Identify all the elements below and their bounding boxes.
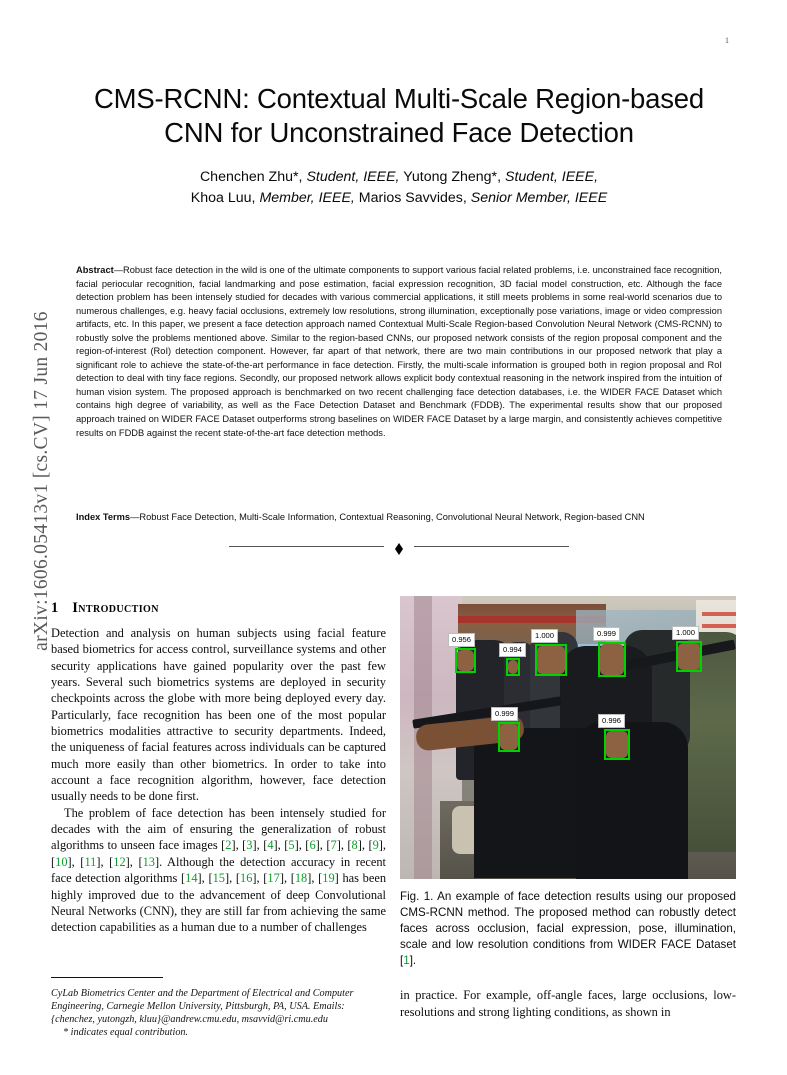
- abstract: [76, 264, 722, 440]
- separator-rule-right: [414, 546, 569, 547]
- citation-link-17[interactable]: 17: [267, 871, 280, 886]
- person-crouching-center: [576, 722, 688, 879]
- arxiv-stamp: arXiv:1606.05413v1 [cs.CV] 17 Jun 2016: [31, 311, 52, 651]
- section-number: 1: [51, 600, 59, 616]
- section-separator: [76, 543, 722, 549]
- paragraph-intro-2: [51, 805, 386, 936]
- figure-1: [400, 596, 736, 879]
- citation-link-2[interactable]: 2: [225, 838, 232, 853]
- page-number: 1: [725, 36, 729, 45]
- section-title: Introduction: [72, 600, 159, 616]
- author-membership-4: Senior Member, IEEE: [470, 190, 608, 206]
- footnote: [51, 988, 386, 1040]
- detection-box-4: [598, 642, 626, 677]
- citation-link-9[interactable]: 9: [372, 838, 379, 853]
- citation-link-11[interactable]: 11: [84, 854, 97, 869]
- detection-score-1: 0.956: [448, 633, 475, 647]
- citation-group-2: [14], [15], [16], [17], [18], [19]: [181, 871, 339, 886]
- detection-box-3: [535, 644, 567, 676]
- page-title: CMS-RCNN: Contextual Multi-Scale Region-based CNN for Unconstrained Face Detection: [94, 83, 704, 148]
- index-terms-label: Index Terms: [76, 512, 131, 522]
- detection-score-7: 0.996: [598, 714, 625, 728]
- author-name-3: Khoa Luu,: [190, 190, 256, 206]
- right-column-body: [400, 987, 736, 1020]
- index-terms-dash: —: [130, 512, 140, 522]
- index-terms: [76, 511, 722, 525]
- author-line-1: [76, 167, 722, 188]
- separator-rule-left: [229, 546, 384, 547]
- author-line-2: [76, 188, 722, 209]
- footnote-rule: [51, 977, 163, 978]
- citation-link-7[interactable]: 7: [330, 838, 337, 853]
- paragraph-intro-2-part3: has been highly improved due to the advancement of deep Convolutional Neural Networks (CNN), they are still far from achieving the same detection capabilities as a human due to a number of challenges: [51, 871, 387, 935]
- author-membership-3: Member, IEEE,: [259, 190, 355, 206]
- citation-link-14[interactable]: 14: [185, 871, 198, 886]
- left-column: [51, 600, 386, 936]
- detection-score-5: 1.000: [672, 626, 699, 640]
- paragraph-intro-1: Detection and analysis on human subjects using facial feature based biometrics for access control, surveillance systems and other security applications have gained popularity over the past few years. Several such biometrics systems are deployed in security checkpoints across the globe with more being deployed every day. Particularly, face recognition has been one of the most popular biometrics modalities attractive to security departments. Indeed, the uniqueness of facial features across individuals can be captured much more easily than other biometrics. In order to take into account a face recognition algorithm, however, face detection usually needs to be done first.: [51, 626, 386, 804]
- right-column: [400, 596, 736, 1020]
- detection-box-1: [455, 648, 476, 673]
- citation-link-8[interactable]: 8: [351, 838, 358, 853]
- diamond-icon: [395, 543, 403, 549]
- detection-score-2: 0.994: [499, 643, 526, 657]
- detection-score-6: 0.999: [491, 707, 518, 721]
- detection-box-7: [604, 729, 630, 760]
- author-membership-1: Student, IEEE,: [306, 169, 400, 185]
- figure-caption-text: An example of face detection results using our proposed CMS-RCNN method. The proposed method can robustly detect faces across occlusion, facial expression, pose, illumination, scale and low resolution conditions from WIDER FACE Dataset [: [400, 890, 736, 968]
- author-membership-2: Student, IEEE,: [504, 169, 599, 185]
- citation-link-16[interactable]: 16: [240, 871, 253, 886]
- abstract-text: Robust face detection in the wild is one of the ultimate components to support various facial related problems, i.e. unconstrained face recognition, facial periocular recognition, facial landmarking and pose estimation, facial expression recognition, 3D facial model construction, etc. Although the face detection problem has been intensely studied for decades with various commercial applications, it still meets problems in some real-world scenarios due to numerous challenges, e.g. heavy facial occlusions, extremely low resolutions, strong illumination, exceptionally pose variations, image or video compression artifacts, etc. In this paper, we present a face detection approach named Contextual Multi-Scale Region-based Convolution Neural Network (CMS-RCNN) to robustly solve the problems mentioned above. Similar to the region-based CNNs, our proposed network consists of the region proposal component and the region-of-interest (RoI) detection component. However, far apart of that network, there are two main contributions in our proposed network that play a significant role to achieve the state-of-the-art performance in face detection. Firstly, the multi-scale information is grouped both in region proposal and RoI detection to deal with tiny face regions. Secondly, our proposed network allows explicit body contextual reasoning in the network inspired from the intuition of human vision system. The proposed approach is benchmarked on two recent challenging face detection databases, i.e. the WIDER FACE Dataset which contains high degree of variability, as well as the Face Detection Dataset and Benchmark (FDDB). The experimental results show that our proposed approach trained on WIDER FACE Dataset outperforms strong baselines on WIDER FACE Dataset by a large margin, and consistently achieves competitive results on FDDB against the recent state-of-the-art face detection methods.: [76, 265, 722, 438]
- citation-link-3[interactable]: 3: [246, 838, 253, 853]
- citation-link-6[interactable]: 6: [309, 838, 316, 853]
- figure-caption: [400, 889, 736, 969]
- figure-caption-text-end: ].: [409, 954, 417, 968]
- footnote-equal-contribution: * indicates equal contribution.: [63, 1026, 189, 1038]
- figure-caption-label: Fig. 1.: [400, 890, 434, 903]
- citation-link-10[interactable]: 10: [55, 854, 68, 869]
- detection-box-2: [506, 658, 520, 676]
- abstract-label: Abstract: [76, 265, 114, 275]
- author-name-4: Marios Savvides,: [358, 190, 467, 206]
- figure-photo: [400, 596, 736, 879]
- citation-link-15[interactable]: 15: [212, 871, 225, 886]
- citation-group-1: [2], [3], [4], [5], [6], [7], [8], [9], [10], [11], [12], [13]: [51, 838, 387, 869]
- citation-link-18[interactable]: 18: [294, 871, 308, 886]
- footnote-affiliation: CyLab Biometrics Center and the Department of Electrical and Computer Engineering, Carnegie Mellon University, Pittsburgh, PA, USA. Emails: {chenchez, yutongzh, kluu}@andrew.cmu.edu, msavvid@ri.cmu.edu: [51, 988, 354, 1025]
- citation-link-4[interactable]: 4: [267, 838, 274, 853]
- citation-link-13[interactable]: 13: [142, 854, 155, 869]
- detection-score-3: 1.000: [531, 629, 558, 643]
- citation-link-12[interactable]: 12: [113, 854, 126, 869]
- section-heading-introduction: [51, 600, 386, 617]
- author-name-2: Yutong Zheng*,: [403, 169, 502, 185]
- figure-caption-citation: 1: [403, 954, 410, 968]
- paragraph-intro-2-part1: The problem of face detection has been intensely studied for decades with the aim of ensuring the generalization of robust algorithms to unseen face images: [51, 805, 386, 853]
- detection-score-4: 0.999: [593, 627, 620, 641]
- paragraph-right-1: in practice. For example, off-angle faces, large occlusions, low-resolutions and strong lighting conditions, as shown in: [400, 988, 736, 1019]
- author-list: [76, 167, 722, 209]
- paragraph-intro-2-part2: . Although the detection accuracy in recent face detection algorithms: [51, 854, 386, 886]
- abstract-dash: —: [113, 265, 124, 275]
- title-block: [76, 82, 722, 209]
- author-name-1: Chenchen Zhu*,: [199, 169, 303, 185]
- detection-box-5: [676, 641, 702, 672]
- citation-link-19[interactable]: 19: [322, 871, 335, 886]
- citation-link-5[interactable]: 5: [288, 838, 295, 853]
- detection-box-6: [498, 722, 520, 752]
- index-terms-text: Robust Face Detection, Multi-Scale Information, Contextual Reasoning, Convolutional Neural Network, Region-based CNN: [139, 512, 645, 522]
